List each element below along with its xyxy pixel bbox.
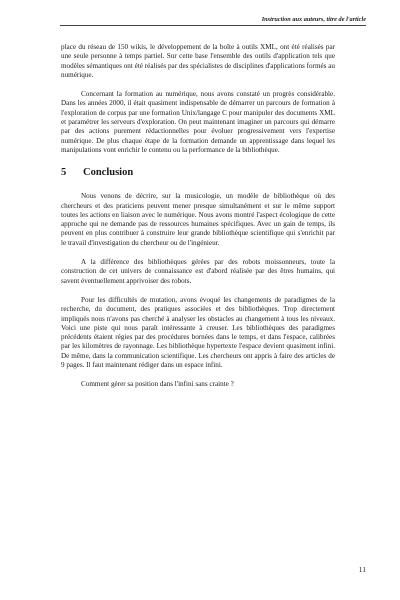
paragraph-conclusion-question: Comment gérer sa position dans l'infini sans crainte ? <box>81 380 234 389</box>
section-heading <box>61 167 335 178</box>
header-rule <box>60 25 366 26</box>
paragraph-continuation: place du réseau de 150 wikis, le développement de la boîte à outils XML, ont été réalisés par une seule personne à temps partiel. Sur cette base l'ensemble des outils d'application tels que modèles sémantiques ont été réalisés par des spécialistes de disciplines d'applications formés au numérique. <box>61 43 335 79</box>
paragraph-conclusion-1: Nous venons de décrire, sur la musicologie, un modèle de bibliothèque où des chercheurs et des praticiens peuvent mener presque simultanément et sur le même support toutes les actions en liaison avec le numérique. Nous avons montré l'aspect écologique de cette approche qui ne demande pas de ressources humaines spécifiques. Avec un gain de temps, ils peuvent en plus contribuer à construire leur grande bibliothèque scientifique qui s'enrichit par le travail d'investigation du chercheur ou de l'ingénieur. <box>61 192 335 247</box>
paragraph-conclusion-2: A la différence des bibliothèques gérées par des robots moissonneurs, toute la construction de cet univers de connaissance est d'abord réalisée par des êtres humains, qui savent éventuellement apprivoiser des robots. <box>61 258 335 285</box>
section-number: 5 <box>61 167 67 179</box>
page-body <box>61 43 335 400</box>
paragraph-formation: Concernant la formation au numérique, nous avons constaté un progrès considérable. Dans les années 2000, il était quasiment indispensable de démarrer un parcours de formation à l'exploration de corpus par une formation Unix/langage C pour manipuler des documents XML et paramétrer les serveurs d'exploration. On peut maintenant imaginer un parcours qui démarre par des actions purement rédactionnelles pour évoluer progressivement vers l'expertise numérique. De plus chaque étape de la formation demande un apprentissage dans lequel les manipulations vont enrichir le contenu ou la performance de la bibliothèque. <box>61 90 335 154</box>
section-title: Conclusion <box>83 167 134 179</box>
paragraph-conclusion-3: Pour les difficultés de mutation, avons évoqué les changements de paradigmes de la recherche, du document, des pratiques associées et des bibliothèques. Trop directement impliqués nous n'avons pas cherché à analyser les obstacles au changement à tous les niveaux. Voici une piste qui nous paraît intéressante à creuser. Les bibliothèques des paradigmes précédents étaient régies par des procédures bornées dans le temps, et dans l'espace, calibrées par les kilomètres de rayonnage. Les bibliothèque hypertexte l'espace devient quasiment infini. De même, dans la communication scientifique. Les chercheurs ont appris à faire des articles de 9 pages. Il faut maintenant rédiger dans un espace infini. <box>61 295 335 370</box>
running-header: Instruction aux auteurs, titre de l'article <box>261 16 366 23</box>
page-number: 11 <box>358 565 366 574</box>
